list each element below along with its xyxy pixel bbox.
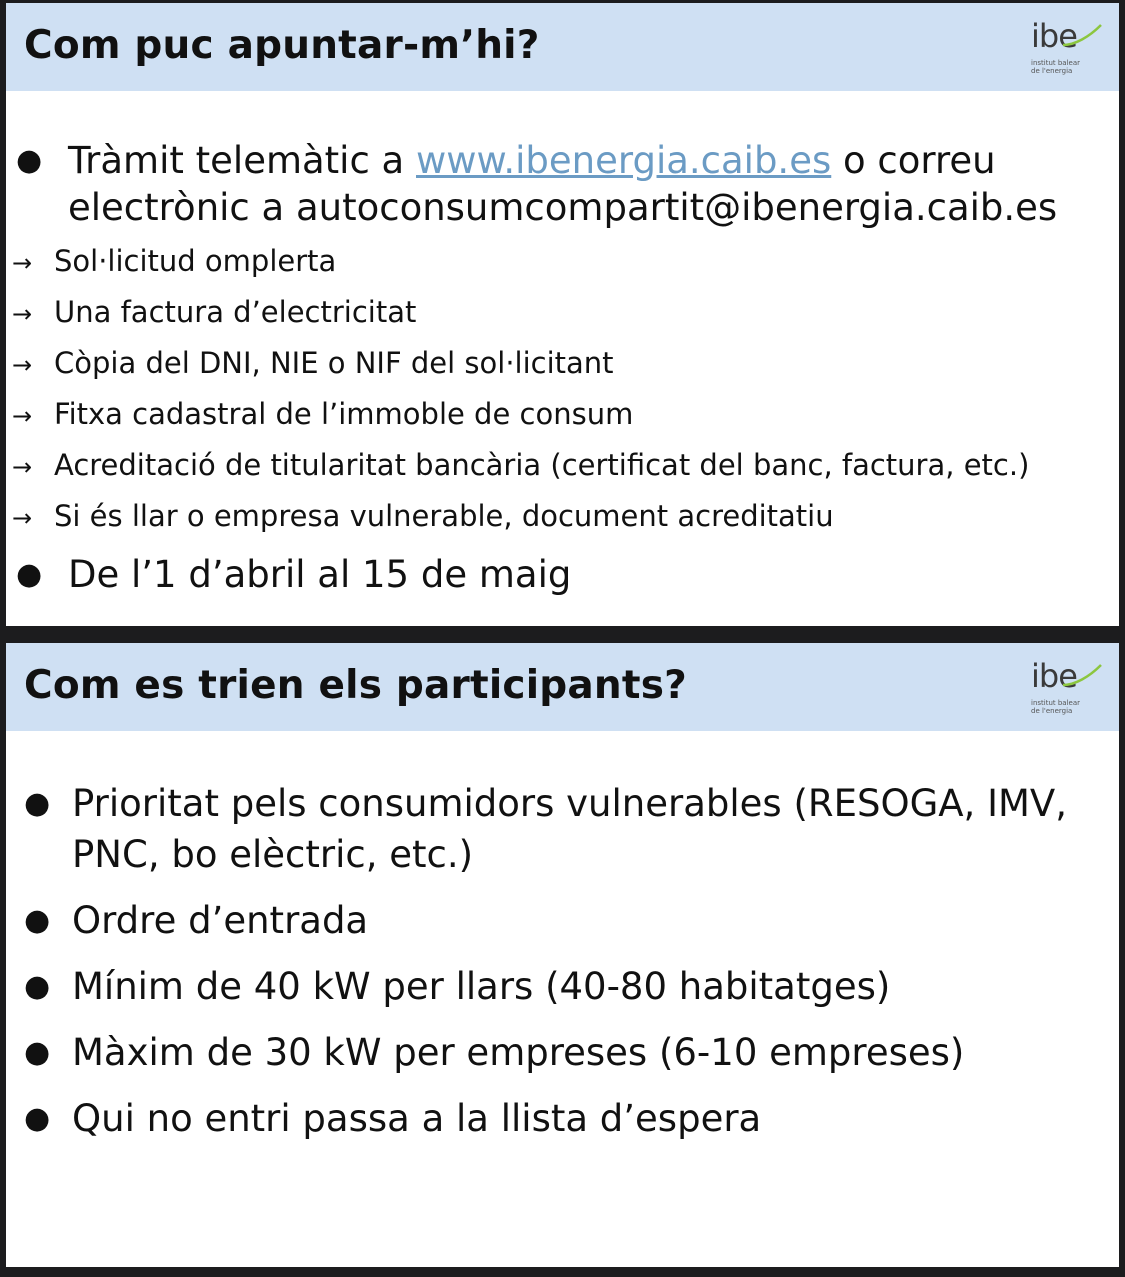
tramit-suffix: o correu bbox=[831, 139, 996, 182]
slide-participants bbox=[6, 643, 1119, 1267]
bullet-text: Qui no entri passa a la llista d’espera bbox=[72, 1097, 762, 1140]
arrow-right-icon: → bbox=[12, 504, 33, 532]
arrow-right-icon: → bbox=[12, 351, 33, 379]
slide-title: Com es trien els participants? bbox=[24, 663, 687, 708]
arrow-right-icon: → bbox=[12, 402, 33, 430]
bullet-icon: ● bbox=[24, 1101, 51, 1136]
dates-text: De l’1 d’abril al 15 de maig bbox=[68, 553, 572, 596]
arrow-right-icon: → bbox=[12, 453, 33, 481]
arrow-item: → Còpia del DNI, NIE o NIF del sol·licitant bbox=[12, 345, 614, 383]
bullet-icon: ● bbox=[24, 969, 51, 1004]
arrow-item: → Si és llar o empresa vulnerable, document acreditatiu bbox=[12, 498, 834, 536]
bullet-icon: ● bbox=[16, 143, 43, 178]
logo-subtitle: institut balear de l'energia bbox=[1031, 699, 1081, 715]
bullet-icon: ● bbox=[24, 903, 51, 938]
bullet-icon: ● bbox=[16, 557, 43, 592]
ibe-logo bbox=[1027, 19, 1109, 79]
tramit-line2: electrònic a autoconsumcompartit@ibenergia.caib.es bbox=[68, 186, 1058, 229]
bullet-text: Prioritat pels consumidors vulnerables (RESOGA, IMV, bbox=[72, 782, 1067, 825]
ibenergia-link[interactable]: www.ibenergia.caib.es bbox=[416, 139, 832, 182]
bullet-text: Ordre d’entrada bbox=[72, 899, 369, 942]
arrow-item: → Sol·licitud omplerta bbox=[12, 243, 336, 281]
logo-mark: ibe bbox=[1031, 657, 1077, 695]
bullet-text: Mínim de 40 kW per llars (40-80 habitatges) bbox=[72, 965, 891, 1008]
arrow-item: → Acreditació de titularitat bancària (certificat del banc, factura, etc.) bbox=[12, 447, 1029, 485]
bullet-text: Màxim de 30 kW per empreses (6-10 empreses) bbox=[72, 1031, 965, 1074]
bullet-icon: ● bbox=[24, 1035, 51, 1070]
ibe-logo bbox=[1027, 659, 1109, 719]
bullet-text: PNC, bo elèctric, etc.) bbox=[72, 833, 474, 876]
slide-apuntar bbox=[6, 3, 1119, 626]
tramit-prefix: Tràmit telemàtic a bbox=[68, 139, 416, 182]
arrow-item: → Una factura d’electricitat bbox=[12, 294, 416, 332]
slide-header bbox=[6, 643, 1119, 731]
slide-header bbox=[6, 3, 1119, 91]
leaf-swoosh-icon bbox=[1055, 23, 1105, 49]
bullet-icon: ● bbox=[24, 786, 51, 821]
leaf-swoosh-icon bbox=[1055, 663, 1105, 689]
arrow-item: → Fitxa cadastral de l’immoble de consum bbox=[12, 396, 633, 434]
logo-mark: ibe bbox=[1031, 17, 1077, 55]
arrow-right-icon: → bbox=[12, 249, 33, 277]
logo-subtitle: institut balear de l'energia bbox=[1031, 59, 1081, 75]
slide-title: Com puc apuntar-m’hi? bbox=[24, 23, 540, 68]
arrow-right-icon: → bbox=[12, 300, 33, 328]
